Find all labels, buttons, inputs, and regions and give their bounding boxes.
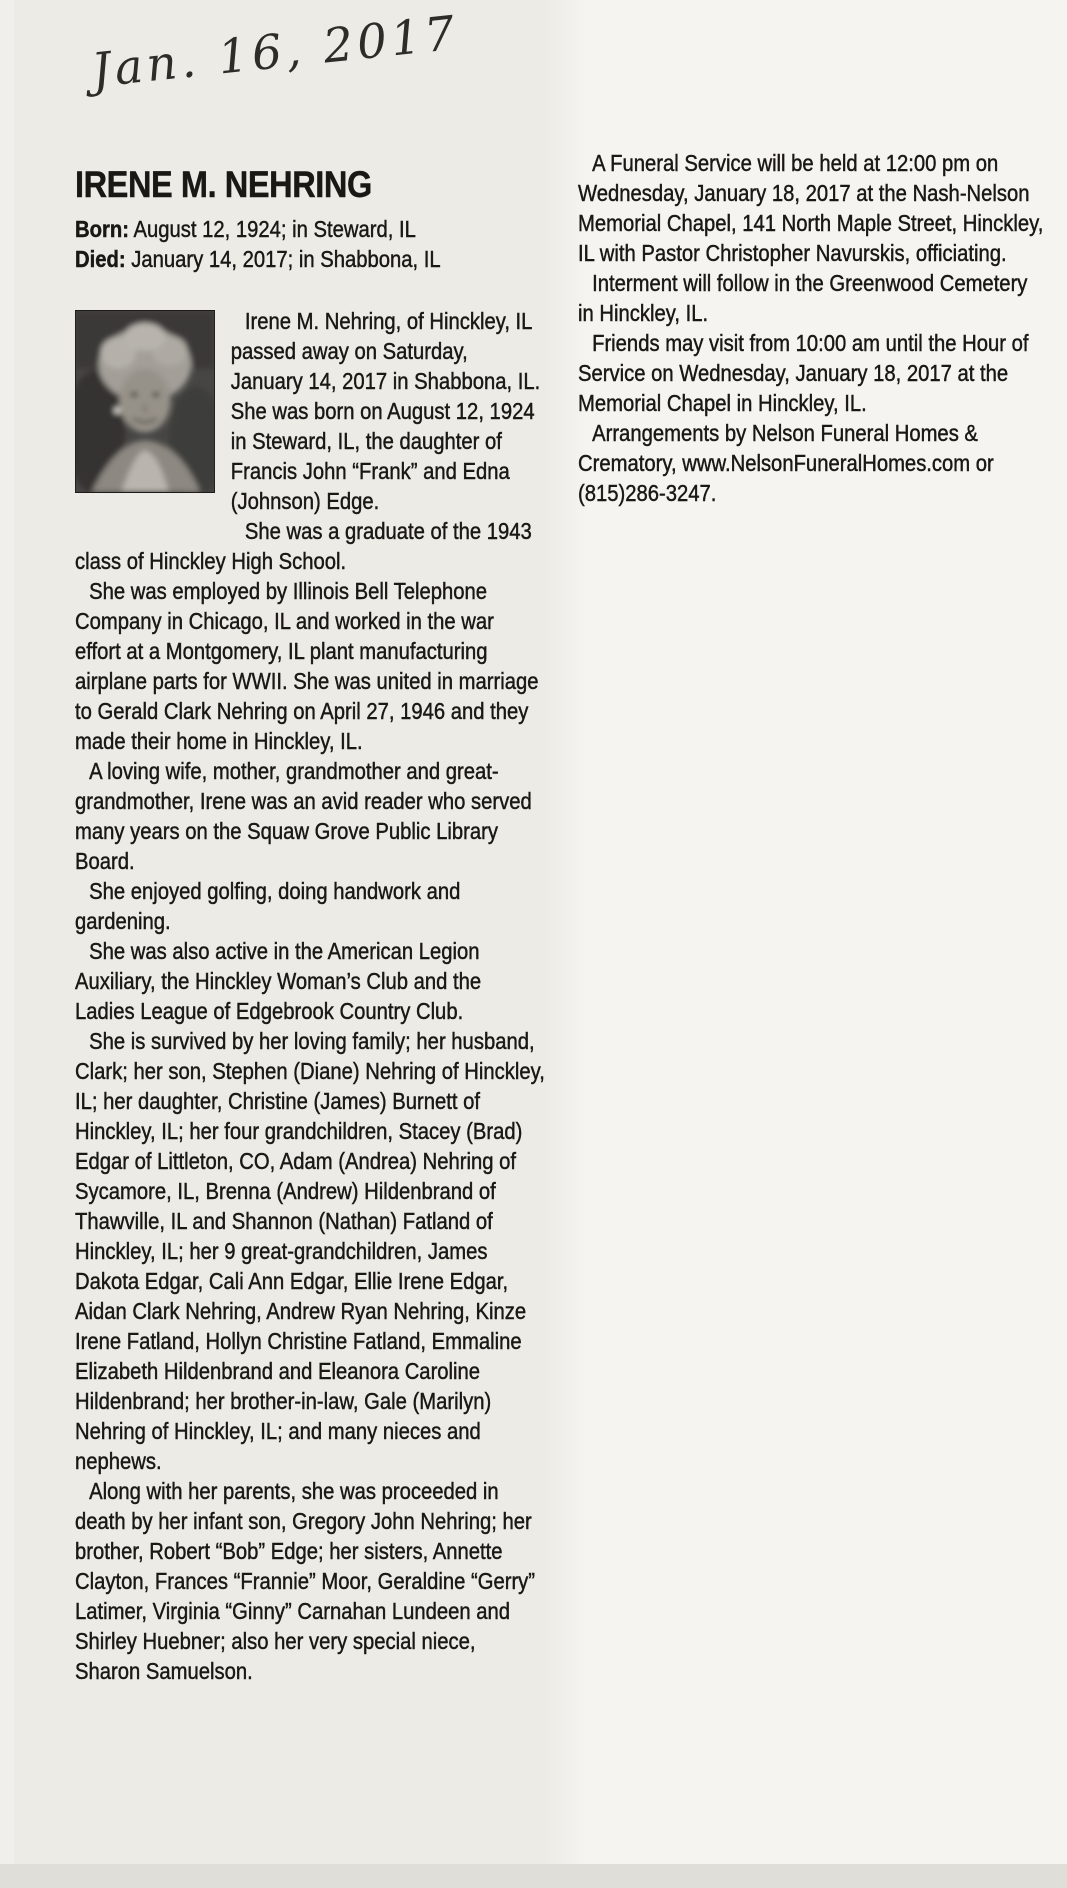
service-paragraph: Interment will follow in the Greenwood Cemetery in Hinckley, IL.: [578, 270, 1028, 326]
scan-left-margin: [0, 0, 14, 1888]
born-line: [75, 214, 545, 244]
obituary-column: [75, 164, 545, 1686]
obituary-paragraph: Along with her parents, she was proceeded in death by her infant son, Gregory John Nehring; her brother, Robert “Bob” Edge; her sisters, Annette Clayton, Frances “Frannie” Moor, Geraldine “Gerry” Latimer, Virginia “Ginny” Carnahan Lundeen and Shirley Huebner; also her very special niece, Sharon Samuelson.: [75, 1478, 536, 1684]
service-paragraph: Arrangements by Nelson Funeral Homes & Crematory, www.NelsonFuneralHomes.com or (815)286-3247.: [578, 420, 994, 506]
obituary-name-headline: IRENE M. NEHRING: [75, 164, 372, 205]
handwritten-date: Jan. 16, 2017: [89, 5, 462, 99]
portrait-photo: [75, 310, 215, 493]
service-paragraph: A Funeral Service will be held at 12:00 pm on Wednesday, January 18, 2017 at the Nash-Nelson Memorial Chapel, 141 North Maple Street, Hinckley, IL with Pastor Christopher Navurskis, officiating.: [578, 150, 1044, 266]
portrait-photo-image: [76, 311, 214, 492]
died-label: Died:: [75, 246, 126, 272]
obituary-body: [75, 306, 545, 1686]
scan-bottom-shadow: [0, 1864, 1067, 1888]
obituary-paragraph: She was a graduate of the 1943 class of Hinckley High School.: [75, 518, 532, 574]
obituary-paragraph: She was employed by Illinois Bell Telephone Company in Chicago, IL and worked in the war effort at a Montgomery, IL plant manufacturing airplane parts for WWII. She was united in marriage to Gerald Clark Nehring on April 27, 1946 and they made their home in Hinckley, IL.: [75, 578, 539, 754]
obituary-paragraph: She was also active in the American Legion Auxiliary, the Hinckley Woman’s Club and the Ladies League of Edgebrook Country Club.: [75, 938, 482, 1024]
obituary-paragraph: She is survived by her loving family; her husband, Clark; her son, Stephen (Diane) Nehring of Hinckley, IL; her daughter, Christine (James) Burnett of Hinckley, IL; her four grandchildren, Stacey (Brad) Edgar of Littleton, CO, Adam (Andrea) Nehring of Sycamore, IL, Brenna (Andrew) Hildenbrand of Thawville, IL and Shannon (Nathan) Fatland of Hinckley, IL; her 9 great-grandchildren, James Dakota Edgar, Cali Ann Edgar, Ellie Irene Edgar, Aidan Clark Nehring, Andrew Ryan Nehring, Kinze Irene Fatland, Hollyn Christine Fatland, Emmaline Elizabeth Hildenbrand and Eleanora Caroline Hildenbrand; her brother-in-law, Gale (Marilyn) Nehring of Hinckley, IL; and many nieces and nephews.: [75, 1028, 545, 1474]
service-paragraph: Friends may visit from 10:00 am until the Hour of Service on Wednesday, January 18, 2017 at the Memorial Chapel in Hinckley, IL.: [578, 330, 1029, 416]
born-label: Born:: [75, 216, 129, 242]
obituary-paragraph: She enjoyed golfing, doing handwork and gardening.: [75, 878, 461, 934]
died-value: January 14, 2017; in Shabbona, IL: [131, 246, 441, 272]
service-column: [578, 148, 1048, 508]
obituary-paragraph: A loving wife, mother, grandmother and great-grandmother, Irene was an avid reader who served many years on the Squaw Grove Public Library Board.: [75, 758, 532, 874]
died-line: [75, 244, 545, 274]
obituary-paragraph: Irene M. Nehring, of Hinckley, IL passed away on Saturday, January 14, 2017 in Shabbona, IL. She was born on August 12, 1924 in Steward, IL, the daughter of Francis John “Frank” and Edna (Johnson) Edge.: [230, 308, 541, 514]
born-value: August 12, 1924; in Steward, IL: [133, 216, 416, 242]
